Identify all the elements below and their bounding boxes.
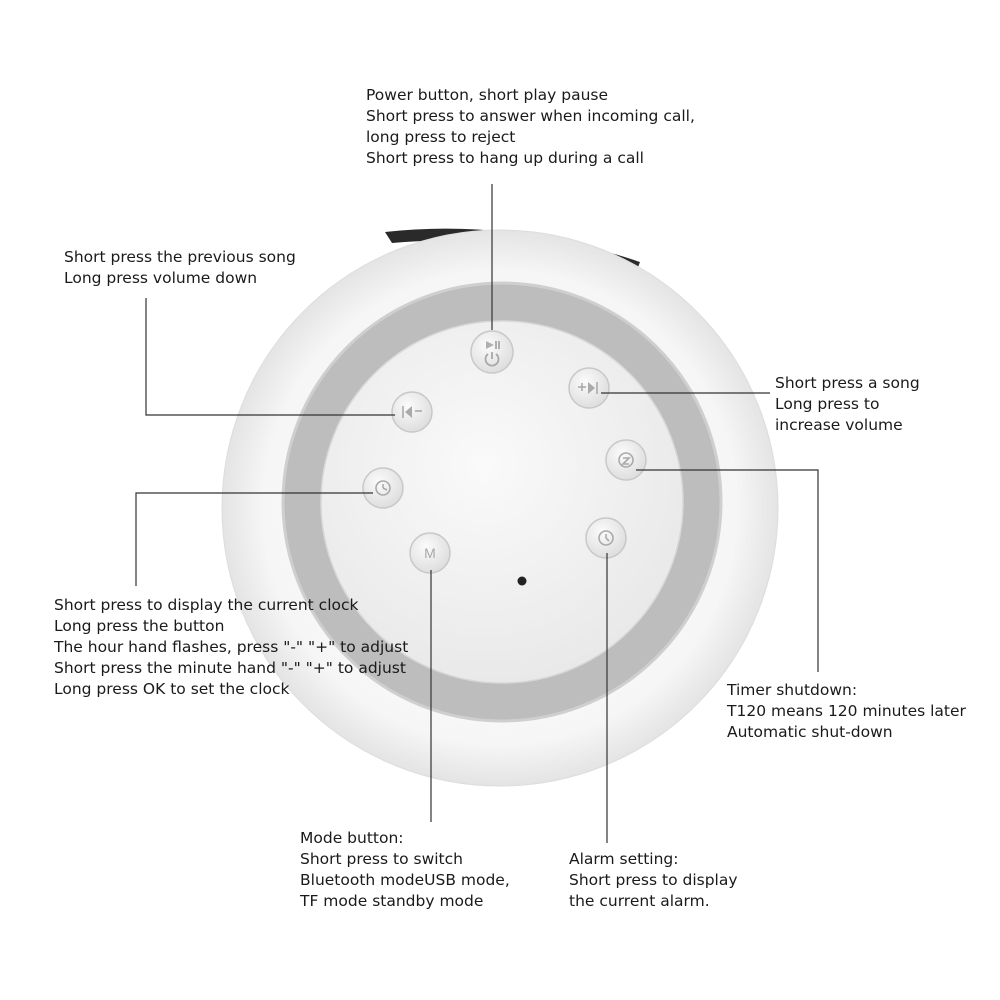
previous-button[interactable] — [392, 392, 432, 432]
microphone-hole — [518, 577, 527, 586]
clock-button-description — [54, 595, 408, 700]
timer-line-2: T120 means 120 minutes later — [727, 702, 966, 720]
alarm-line-1: Alarm setting: — [569, 850, 679, 868]
mode-line-4: TF mode standby mode — [300, 892, 484, 910]
alarm-button[interactable] — [586, 518, 626, 558]
power-line-1: Power button, short play pause — [366, 86, 609, 104]
mode-button-description — [300, 828, 510, 912]
power-button-description — [366, 85, 695, 169]
clock-line-3: The hour hand flashes, press "-" "+" to adjust — [54, 638, 409, 656]
previous-line-1: Short press the previous song — [64, 248, 296, 266]
timer-line-3: Automatic shut-down — [727, 723, 893, 741]
clock-line-5: Long press OK to set the clock — [54, 680, 290, 698]
power-button[interactable] — [471, 331, 513, 373]
next-line-3: increase volume — [775, 416, 903, 434]
mode-line-3: Bluetooth modeUSB mode, — [300, 871, 510, 889]
alarm-button-description — [569, 849, 738, 912]
timer-button-description — [727, 680, 966, 743]
alarm-line-3: the current alarm. — [569, 892, 710, 910]
clock-line-4: Short press the minute hand "-" "+" to adjust — [54, 659, 406, 677]
timer-button[interactable] — [606, 440, 646, 480]
next-button-description — [775, 373, 920, 436]
mode-button[interactable] — [410, 533, 450, 573]
speaker-body — [222, 229, 778, 786]
mode-line-2: Short press to switch — [300, 850, 463, 868]
next-line-1: Short press a song — [775, 374, 920, 392]
alarm-line-2: Short press to display — [569, 871, 738, 889]
power-line-4: Short press to hang up during a call — [366, 149, 644, 167]
clock-line-1: Short press to display the current clock — [54, 596, 359, 614]
mode-button-symbol: M — [424, 545, 436, 561]
previous-button-description — [64, 247, 296, 289]
previous-line-2: Long press volume down — [64, 269, 258, 287]
clock-line-2: Long press the button — [54, 617, 225, 635]
clock-button[interactable] — [363, 468, 403, 508]
power-line-3: long press to reject — [366, 128, 516, 146]
timer-line-1: Timer shutdown: — [727, 681, 858, 699]
next-line-2: Long press to — [775, 395, 880, 413]
mode-line-1: Mode button: — [300, 829, 404, 847]
power-line-2: Short press to answer when incoming call, — [366, 107, 695, 125]
next-button[interactable] — [569, 368, 609, 408]
